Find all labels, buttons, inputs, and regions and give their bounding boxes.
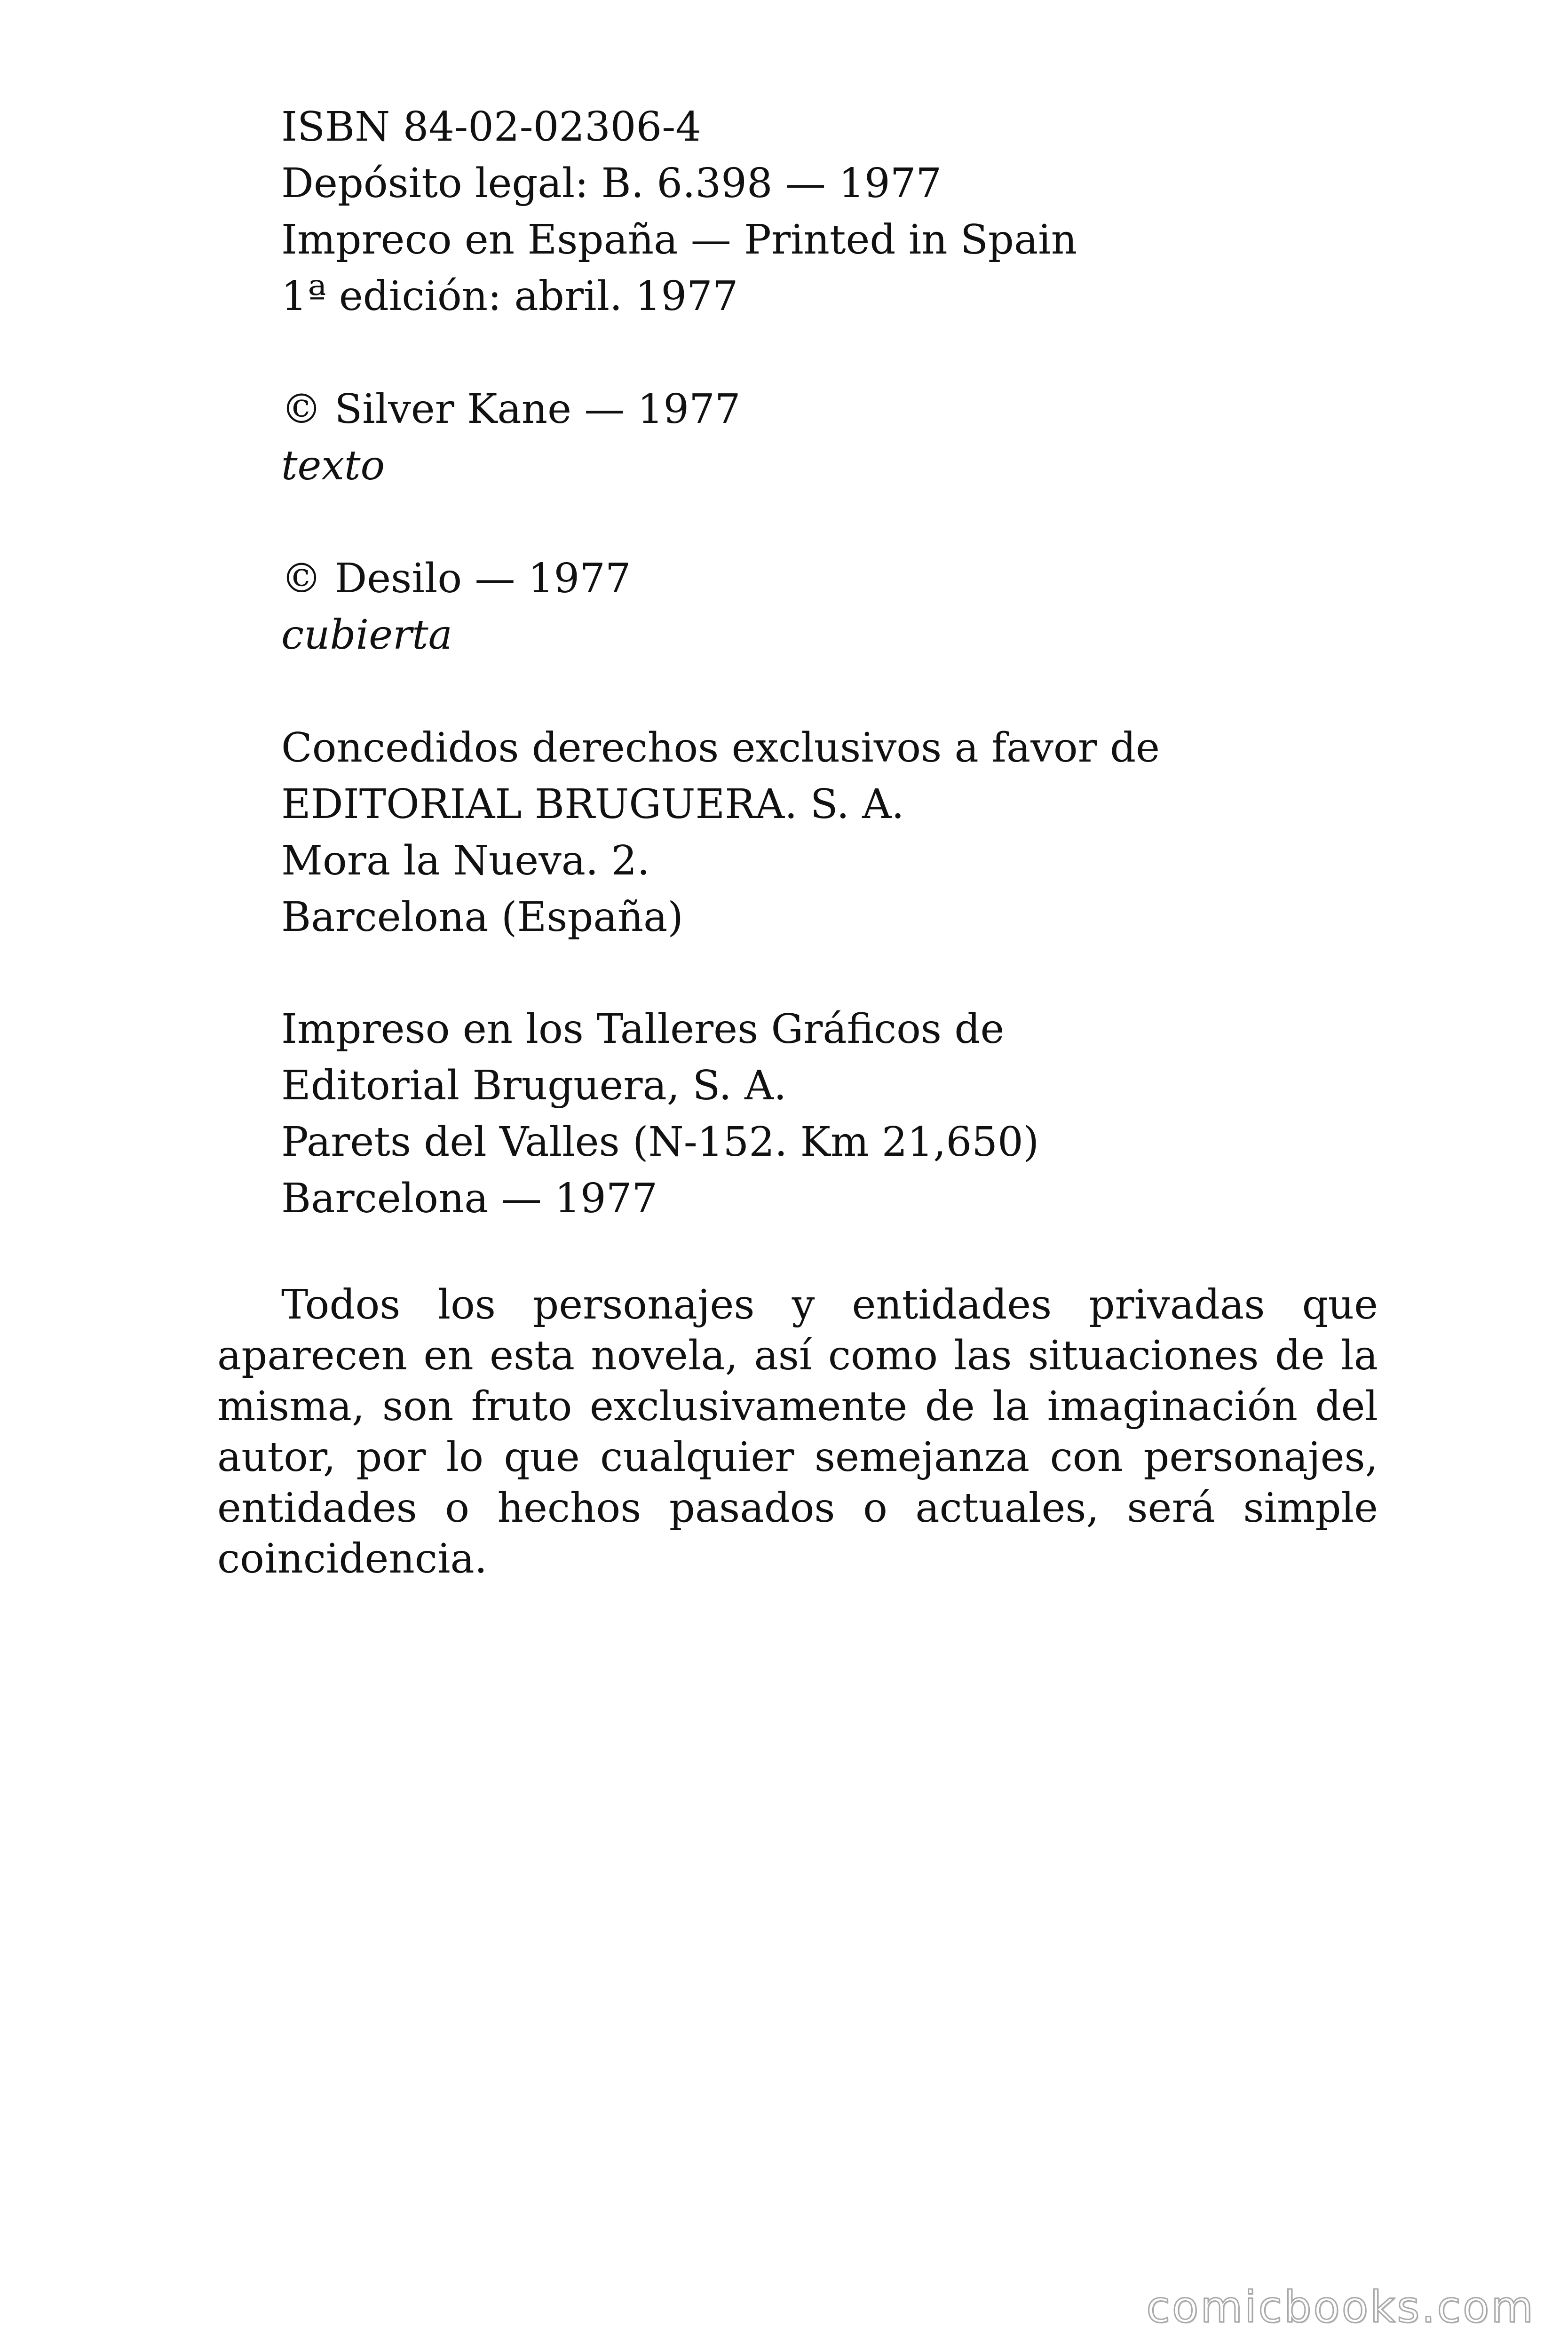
- text-copyright: [281, 381, 1363, 494]
- fiction-disclaimer: Todos los personajes y entidades privadas que aparecen en esta novela, así como las situaciones de la misma, son fruto exclusivamente de la imaginación del autor, por lo que cualquier semejanza con personajes, entidades o hechos pasados o actuales, será simple coincidencia.: [217, 1281, 1378, 1582]
- rights-line-4: Barcelona (España): [281, 894, 683, 941]
- edition-line: 1ª edición: abril. 1977: [281, 273, 738, 320]
- watermark: comicbooks.com: [1146, 2282, 1535, 2332]
- printer-line-4: Barcelona — 1977: [281, 1175, 658, 1222]
- printer-line-1: Impreso en los Talleres Gráficos de: [281, 1006, 1005, 1053]
- cover-copyright-role: cubierta: [281, 612, 452, 659]
- rights-holder: [281, 720, 1363, 946]
- rights-line-2: EDITORIAL BRUGUERA. S. A.: [281, 781, 904, 828]
- text-copyright-role: texto: [281, 442, 385, 489]
- rights-line-1: Concedidos derechos exclusivos a favor de: [281, 724, 1160, 771]
- publication-info: [281, 99, 1363, 325]
- isbn-line: ISBN 84-02-02306-4: [281, 103, 702, 151]
- cover-copyright-line: © Desilo — 1977: [281, 555, 631, 602]
- printer-info: [281, 1001, 1363, 1227]
- printed-in-line: Impreco en España — Printed in Spain: [281, 216, 1077, 263]
- cover-copyright: [281, 550, 1363, 663]
- printer-line-3: Parets del Valles (N-152. Km 21,650): [281, 1119, 1039, 1166]
- rights-line-3: Mora la Nueva. 2.: [281, 837, 650, 884]
- text-copyright-line: © Silver Kane — 1977: [281, 386, 741, 433]
- legal-deposit-line: Depósito legal: B. 6.398 — 1977: [281, 160, 942, 207]
- printer-line-2: Editorial Bruguera, S. A.: [281, 1062, 787, 1109]
